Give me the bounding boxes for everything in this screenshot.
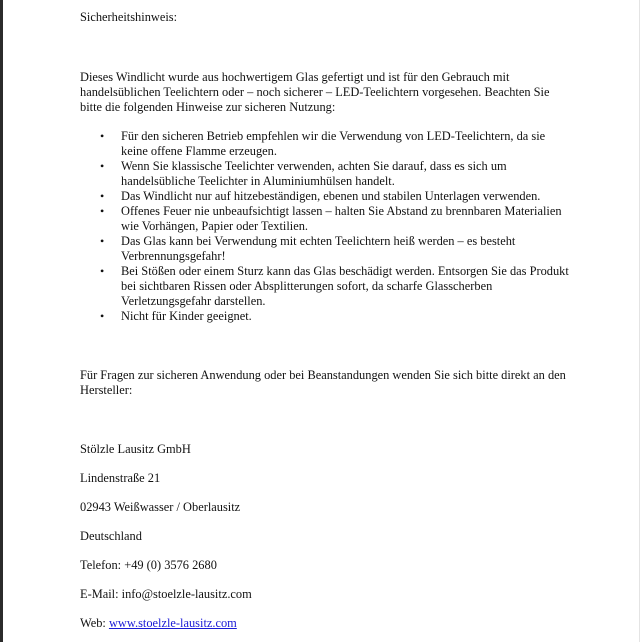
list-item: • Für den sicheren Betrieb empfehlen wir die Verwendung von LED-Teelichtern, da sie keine offene Flamme erzeugen. — [121, 129, 570, 159]
manufacturer-street: Lindenstraße 21 — [80, 471, 161, 485]
manufacturer-country: Deutschland — [80, 529, 142, 543]
manufacturer-email: E-Mail: info@stoelzle-lausitz.com — [80, 587, 252, 601]
safety-heading: Sicherheitshinweis: — [80, 10, 178, 24]
manufacturer-city: 02943 Weißwasser / Oberlausitz — [80, 500, 241, 514]
web-label: Web: — [80, 616, 109, 630]
list-item: • Wenn Sie klassische Teelichter verwenden, achten Sie darauf, dass es sich um handelsübliche Teelichter in Aluminiumhülsen handelt. — [121, 159, 570, 189]
list-item: • Das Glas kann bei Verwendung mit echten Teelichtern heiß werden – es besteht Verbrennungsgefahr! — [121, 234, 570, 264]
document-content — [80, 10, 570, 631]
list-item: • Bei Stößen oder einem Sturz kann das Glas beschädigt werden. Entsorgen Sie das Produkt bei sichtbaren Rissen oder Absplitterungen sofort, da scharfe Glasscherben Verletzungsgefahr darstellen. — [121, 264, 570, 309]
manufacturer-company: Stölzle Lausitz GmbH — [80, 442, 191, 456]
manufacturer-phone: Telefon: +49 (0) 3576 2680 — [80, 558, 217, 572]
website-link[interactable]: www.stoelzle-lausitz.com — [108, 616, 237, 630]
intro-paragraph: Dieses Windlicht wurde aus hochwertigem Glas gefertigt und ist für den Gebrauch mit handelsüblichen Teelichtern oder – noch sicherer – LED-Teelichtern vorgesehen. Beachten Sie bitte die folgenden Hinweise zur sicheren Nutzung: — [80, 70, 550, 114]
list-item: • Offenes Feuer nie unbeaufsichtigt lassen – halten Sie Abstand zu brennbaren Materialien wie Vorhängen, Papier oder Textilien. — [121, 204, 570, 234]
contact-paragraph: Für Fragen zur sicheren Anwendung oder bei Beanstandungen wenden Sie sich bitte direkt an den Hersteller: — [80, 368, 566, 397]
safety-hints-list — [80, 129, 570, 324]
page-edge-border — [0, 0, 3, 642]
list-item: • Das Windlicht nur auf hitzebeständigen, ebenen und stabilen Unterlagen verwenden. — [121, 189, 570, 204]
manufacturer-web — [80, 616, 570, 631]
list-item: • Nicht für Kinder geeignet. — [121, 309, 570, 324]
